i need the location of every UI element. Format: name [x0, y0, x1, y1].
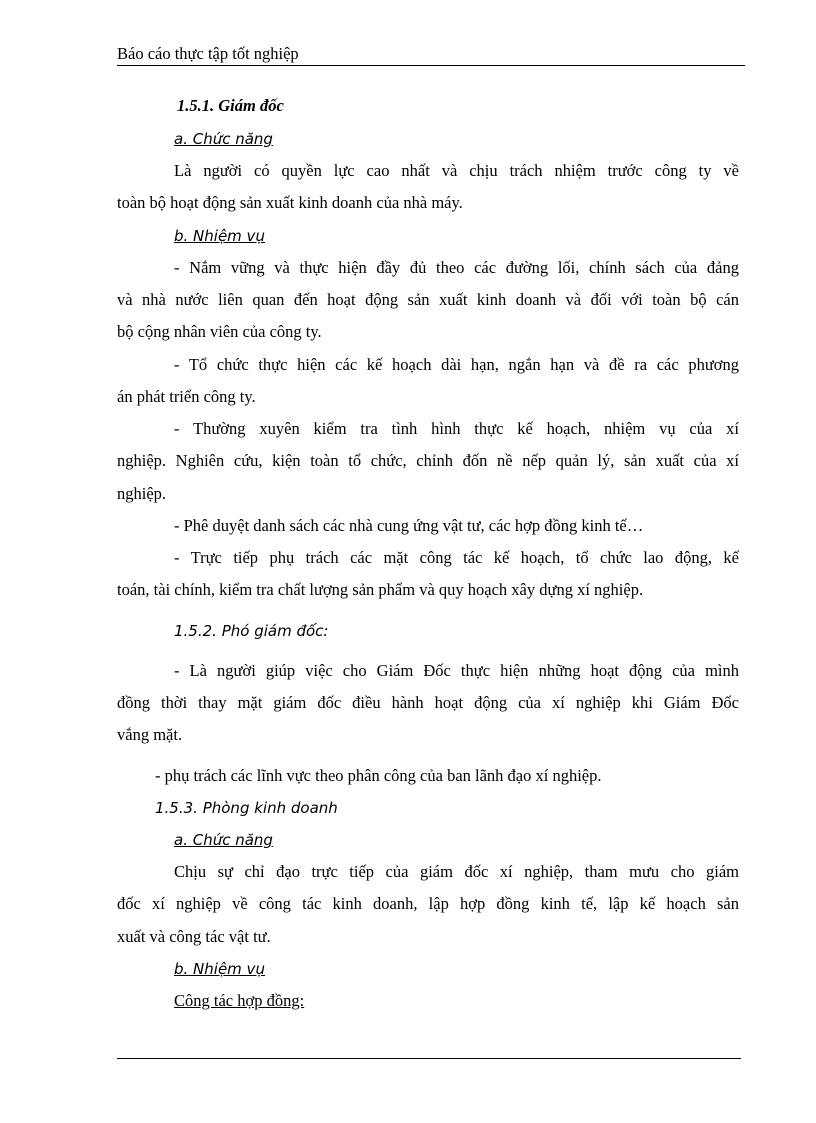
duty2-line1: - Tổ chức thực hiện các kế hoạch dài hạn, ngắn hạn và đề ra các phương — [174, 355, 739, 374]
contract-heading: Công tác hợp đồng: — [174, 991, 305, 1010]
duty3-line1: - Thường xuyên kiểm tra tình hình thực kế hoạch, nhiệm vụ của xí — [174, 419, 739, 438]
section-153-func-line1: Chịu sự chỉ đạo trực tiếp của giám đốc xí nghiệp, tham mưu cho giám — [174, 862, 739, 881]
header-divider — [117, 65, 745, 66]
duty4-line1: - Phê duyệt danh sách các nhà cung ứng vật tư, các hợp đồng kinh tế… — [174, 516, 644, 535]
duty1-line3: bộ cộng nhân viên của công ty. — [117, 322, 322, 341]
duty1-line1: - Nắm vững và thực hiện đầy đủ theo các đường lối, chính sách của đảng — [174, 258, 739, 277]
section-152-title: 1.5.2. Phó giám đốc: — [174, 622, 329, 640]
section-152-p2-line1: - phụ trách các lĩnh vực theo phân công của ban lãnh đạo xí nghiệp. — [155, 766, 602, 785]
header-title: Báo cáo thực tập tốt nghiệp — [117, 44, 303, 63]
section-152-p1-line2: đồng thời thay mặt giám đốc điều hành hoạt động của xí nghiệp khi Giám Đốc — [117, 693, 739, 712]
section-152-p1-line1: - Là người giúp việc cho Giám Đốc thực hiện những hoạt động của mình — [174, 661, 739, 680]
duty3-line2: nghiệp. Nghiên cứu, kiện toàn tổ chức, chỉnh đốn nề nếp quản lý, sản xuất của xí — [117, 451, 739, 470]
section-153-sub-a: a. Chức năng — [174, 831, 273, 849]
duty1-line2: và nhà nước liên quan đến hoạt động sản xuất kinh doanh và đối với toàn bộ cán — [117, 290, 739, 309]
section-153-title: 1.5.3. Phòng kinh doanh — [155, 799, 338, 817]
section-151-title: Giám đốc — [218, 96, 284, 115]
section-151-number: 1.5.1. — [177, 96, 215, 115]
section-151-sub-a: a. Chức năng — [174, 130, 273, 148]
duty2-line2: án phát triển công ty. — [117, 387, 256, 406]
section-151-func-line2: toàn bộ hoạt động sản xuất kinh doanh của nhà máy. — [117, 193, 463, 212]
section-152-p1-line3: vắng mặt. — [117, 725, 183, 744]
section-153-func-line2: đốc xí nghiệp về công tác kinh doanh, lập hợp đồng kinh tế, lập kế hoạch sản — [117, 894, 739, 913]
section-151-func-line1: Là người có quyền lực cao nhất và chịu trách nhiệm trước công ty về — [174, 161, 739, 180]
section-153-func-line3: xuất và công tác vật tư. — [117, 927, 271, 946]
duty5-line2: toán, tài chính, kiểm tra chất lượng sản phẩm và quy hoạch xây dựng xí nghiệp. — [117, 580, 644, 599]
page-header — [117, 44, 745, 64]
duty3-line3: nghiệp. — [117, 484, 167, 503]
duty5-line1: - Trực tiếp phụ trách các mặt công tác kế hoạch, tổ chức lao động, kế — [174, 548, 739, 567]
section-151-heading — [177, 95, 799, 117]
footer-divider — [117, 1058, 741, 1059]
section-153-sub-b: b. Nhiệm vụ — [174, 960, 265, 978]
section-151-sub-b: b. Nhiệm vụ — [174, 227, 265, 245]
